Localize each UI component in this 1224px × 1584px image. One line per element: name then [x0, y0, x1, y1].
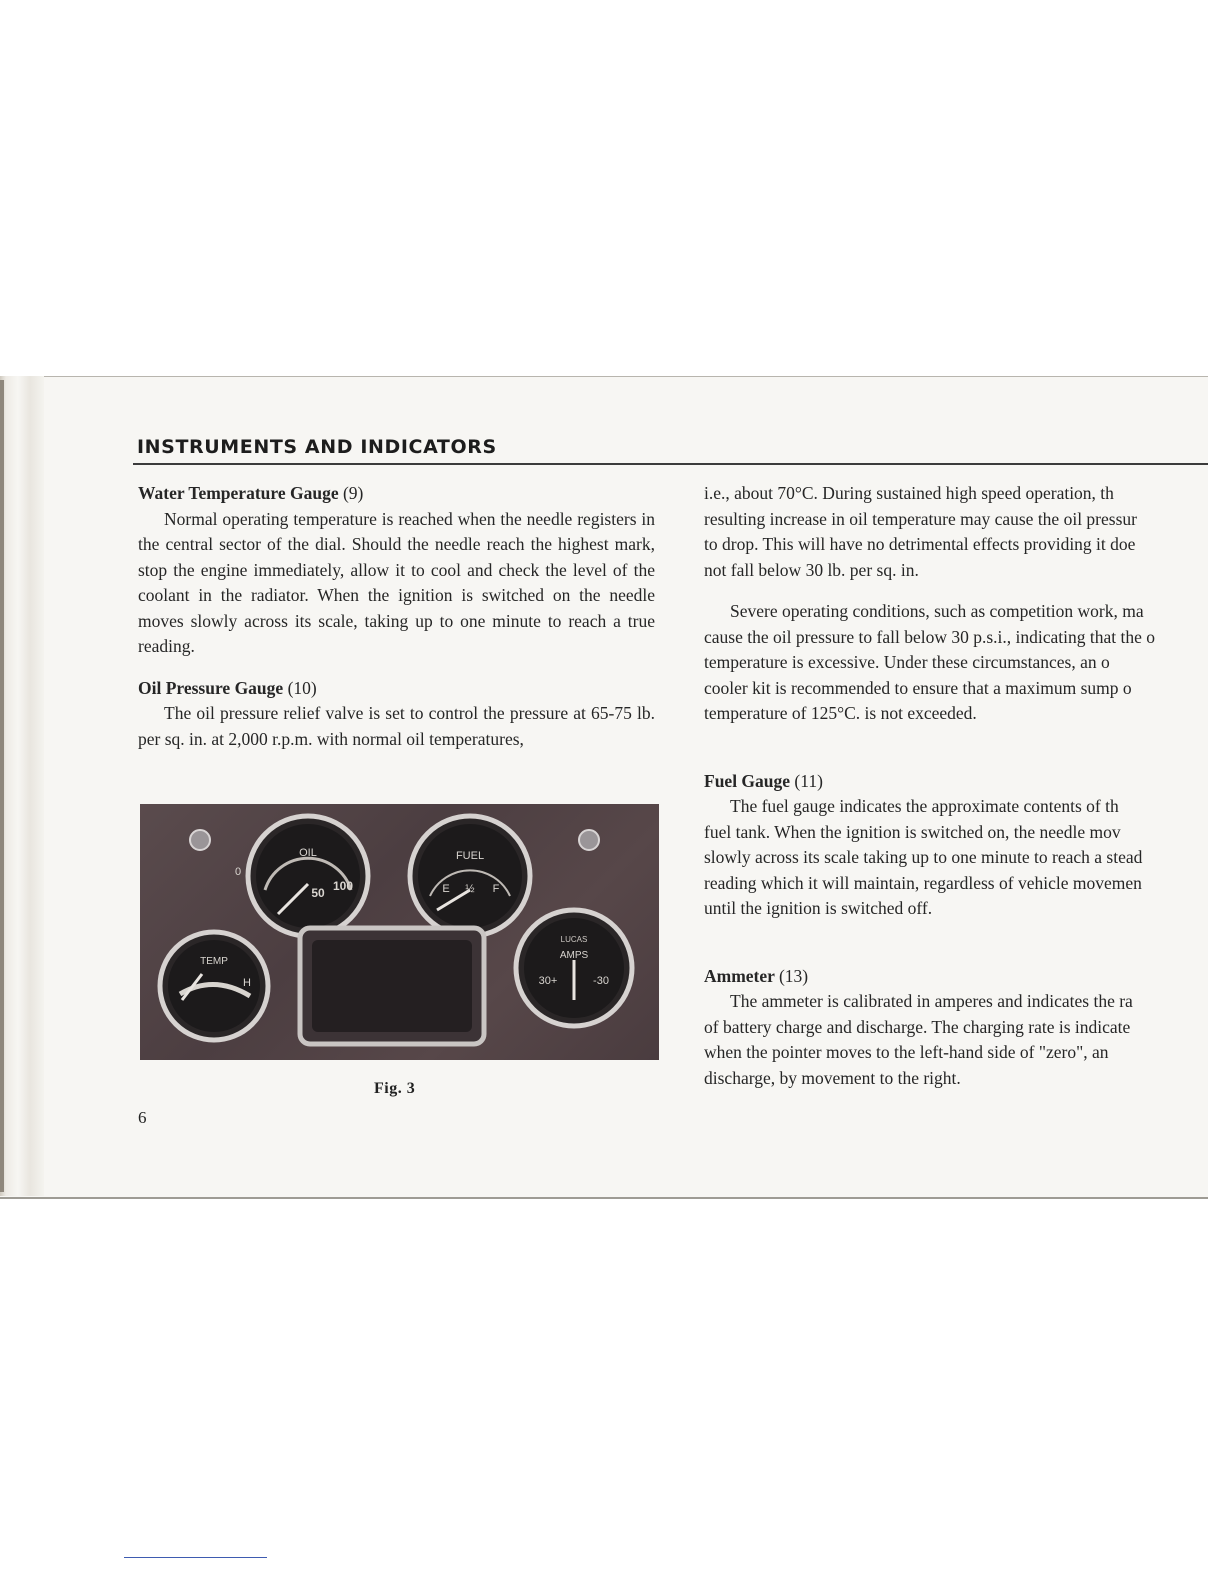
oil-tick-0: 0 — [234, 866, 242, 878]
fuel-gauge-title: Fuel Gauge — [704, 770, 791, 791]
text-line: registers in the central sector of the dial. Should the needle — [138, 508, 656, 554]
oil-continued-line: i.e., about 70°C. During sustained high speed operation, th — [704, 483, 1114, 503]
temp-tick-hot: H — [243, 977, 251, 989]
instrument-panel-drawing — [140, 804, 659, 1060]
text-line: reach the highest mark, stop the engine immediately, allow it to — [138, 534, 655, 580]
ammeter-ref: (13) — [778, 965, 809, 986]
oil-gauge — [235, 816, 368, 936]
oil-pressure-paragraph — [138, 701, 655, 752]
instrument-panel-photo — [140, 804, 659, 1060]
oil-pressure-ref: (10) — [287, 677, 317, 698]
oil-pressure-title: Oil Pressure Gauge — [138, 677, 284, 698]
water-temp-paragraph — [138, 507, 655, 660]
fuel-gauge-line: slowly across its scale taking up to one minute to reach a stead — [704, 847, 1143, 867]
ammeter-title: Ammeter — [704, 965, 775, 986]
temp-gauge — [160, 932, 268, 1040]
fuel-gauge-line: until the ignition is switched off. — [704, 898, 933, 918]
ammeter-line: The ammeter is calibrated in amperes and indicates the ra — [730, 991, 1133, 1011]
fuel-gauge-ref: (11) — [794, 770, 823, 791]
text-line: Normal operating temperature is reached when the needle — [164, 508, 573, 529]
water-temp-ref: (9) — [342, 483, 364, 503]
fuel-gauge-line: The fuel gauge indicates the approximate contents of th — [730, 796, 1119, 816]
severe-conditions-line: temperature is excessive. Under these circumstances, an o — [704, 652, 1110, 672]
fuel-gauge-line: fuel tank. When the ignition is switched on, the needle mov — [704, 821, 1121, 842]
oil-tick-50: 50 — [311, 886, 325, 900]
ammeter-line: when the pointer moves to the left-hand side of "zero", an — [704, 1042, 1109, 1062]
ammeter-label: AMPS — [559, 950, 589, 961]
fuel-gauge-line: reading which it will maintain, regardless of vehicle movemen — [704, 872, 1142, 893]
binding-edge — [0, 380, 4, 1192]
ammeter-brand: LUCAS — [560, 935, 588, 944]
ammeter-tick-charge: 30+ — [538, 975, 558, 987]
ammeter-line: of battery charge and discharge. The charging rate is indicate — [704, 1016, 1131, 1037]
page-number: 6 — [138, 1108, 147, 1127]
water-temp-title: Water Temperature Gauge — [138, 483, 339, 503]
fuel-gauge — [410, 816, 530, 936]
footer-rule — [124, 1557, 267, 1558]
temp-gauge-label: TEMP — [200, 956, 228, 967]
ammeter-line: discharge, by movement to the right. — [704, 1067, 961, 1088]
oil-continued-line: not fall below 30 lb. per sq. in. — [704, 559, 919, 580]
water-temp-heading — [138, 481, 655, 507]
left-column — [138, 481, 655, 752]
oil-continued-line: resulting increase in oil temperature may cause the oil pressur — [704, 508, 1137, 529]
text-line: cool and check the level of the coolant in the radiator. When the — [138, 559, 655, 605]
fuel-tick-half: ½ — [465, 883, 475, 895]
text-line: taking up to one minute to reach a true reading. — [138, 610, 656, 656]
panel-knob-right — [579, 830, 599, 850]
text-line: ignition is switched on the needle moves slowly across its scale, — [138, 585, 656, 631]
oil-continued-line: to drop. This will have no detrimental effects providing it doe — [704, 534, 1136, 554]
text-line: The oil pressure relief valve is set to control the pressure at — [164, 703, 586, 723]
fuel-tick-full: F — [492, 883, 500, 895]
right-column — [704, 481, 1208, 1091]
ammeter-heading — [704, 964, 1208, 990]
fuel-gauge-heading — [704, 769, 1208, 795]
heading-rule — [133, 463, 1208, 465]
text-line: 65-75 lb. per sq. in. at 2,000 r.p.m. with normal oil temperatures, — [138, 703, 655, 749]
centre-instrument-housing — [300, 928, 484, 1044]
oil-tick-100: 100 — [332, 879, 354, 893]
fuel-gauge-label: FUEL — [455, 850, 485, 862]
oil-gauge-label: OIL — [299, 847, 317, 859]
panel-knob-left — [190, 830, 210, 850]
oil-pressure-heading — [138, 676, 655, 702]
severe-conditions-line: cause the oil pressure to fall below 30 p.s.i., indicating that the o — [704, 626, 1156, 647]
severe-conditions-line: cooler kit is recommended to ensure that a maximum sump o — [704, 677, 1132, 698]
figure-caption: Fig. 3 — [374, 1080, 416, 1097]
ammeter-gauge — [516, 910, 632, 1026]
severe-conditions-line: Severe operating conditions, such as competition work, ma — [730, 601, 1144, 621]
page-binding-shadow — [0, 376, 44, 1196]
section-heading: INSTRUMENTS AND INDICATORS — [137, 436, 497, 458]
fuel-tick-empty: E — [442, 883, 450, 895]
severe-conditions-line: temperature of 125°C. is not exceeded. — [704, 703, 977, 723]
ammeter-tick-discharge: -30 — [593, 975, 609, 987]
